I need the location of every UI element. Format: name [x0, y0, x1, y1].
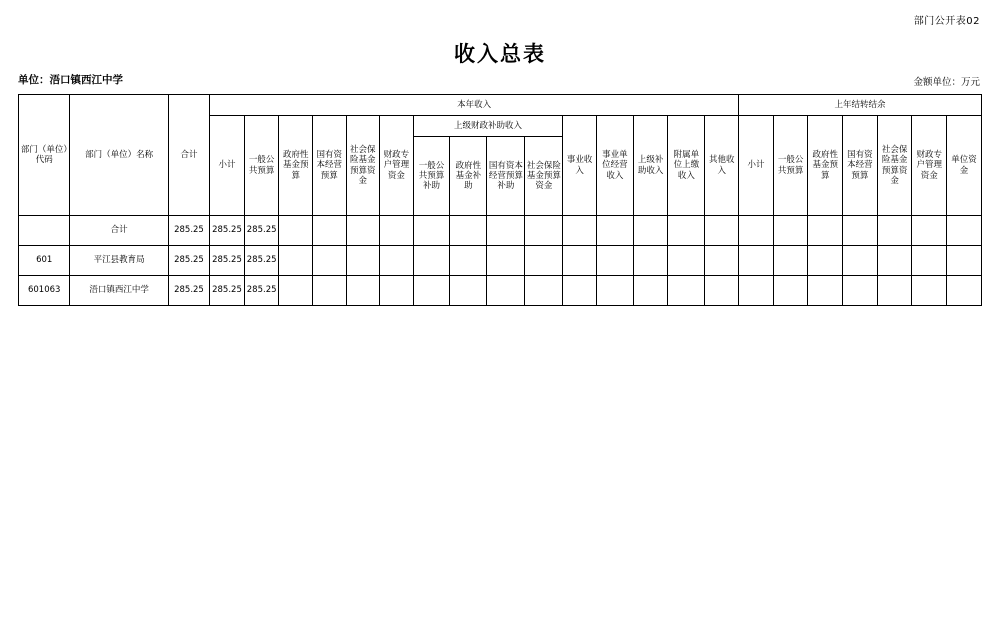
cell-dept-name: 平江县教育局 — [70, 246, 168, 276]
cell-cy-social — [346, 276, 380, 306]
cell-sup-social — [525, 216, 563, 246]
cell-co-fund — [808, 246, 843, 276]
cell-other — [705, 276, 739, 306]
th-co-social-insurance: 社会保险基金预算资金 — [877, 116, 912, 216]
th-sup-gov-fund-subsidy: 政府性基金补助 — [450, 137, 487, 216]
cell-cy-subtotal: 285.25 — [210, 216, 245, 246]
cell-co-subtotal — [739, 276, 774, 306]
cell-cy-general: 285.25 — [244, 216, 279, 246]
cell-affiliated — [668, 276, 705, 306]
cell-co-fund — [808, 216, 843, 246]
th-total: 合计 — [168, 95, 209, 216]
cell-sup-soe — [487, 246, 525, 276]
cell-cy-fund — [279, 246, 313, 276]
th-cy-subtotal: 小计 — [210, 116, 245, 216]
cell-business-op — [596, 246, 633, 276]
cell-cy-general: 285.25 — [244, 246, 279, 276]
cell-business — [563, 276, 597, 306]
cell-cy-special — [380, 246, 414, 276]
cell-cy-soe — [313, 216, 347, 246]
th-co-unit-funds: 单位资金 — [947, 116, 982, 216]
table-body — [19, 216, 982, 306]
cell-co-social — [877, 276, 912, 306]
cell-co-unit — [947, 246, 982, 276]
cell-total: 285.25 — [168, 276, 209, 306]
cell-co-unit — [947, 276, 982, 306]
cell-cy-fund — [279, 276, 313, 306]
th-business-operating-income: 事业单位经营收入 — [596, 116, 633, 216]
cell-sup-soe — [487, 216, 525, 246]
th-affiliated-remittance-income: 附属单位上缴收入 — [668, 116, 705, 216]
cell-cy-soe — [313, 246, 347, 276]
th-cy-gov-fund-budget: 政府性基金预算 — [279, 116, 313, 216]
th-dept-name: 部门（单位）名称 — [70, 95, 168, 216]
th-cy-general-budget: 一般公共预算 — [244, 116, 279, 216]
th-group-superior-subsidy: 上级财政补助收入 — [413, 116, 563, 137]
page-title: 收入总表 — [454, 41, 546, 66]
cell-cy-subtotal: 285.25 — [210, 276, 245, 306]
form-code-label: 部门公开表02 — [913, 16, 980, 27]
th-sup-social-insurance-funds: 社会保险基金预算资金 — [525, 137, 563, 216]
cell-co-special — [912, 276, 947, 306]
cell-co-subtotal — [739, 216, 774, 246]
amount-unit-label: 金额单位：万元 — [913, 77, 980, 88]
cell-co-soe — [843, 276, 878, 306]
th-cy-social-insurance: 社会保险基金预算资金 — [346, 116, 380, 216]
th-co-special-account: 财政专户管理资金 — [912, 116, 947, 216]
cell-affiliated — [668, 246, 705, 276]
table-row — [19, 246, 982, 276]
cell-co-general — [773, 276, 808, 306]
th-dept-code: 部门（单位）代码 — [19, 95, 70, 216]
cell-dept-name: 合计 — [70, 216, 168, 246]
th-sup-general-budget-subsidy: 一般公共预算补助 — [413, 137, 450, 216]
cell-dept-code: 601 — [19, 246, 70, 276]
cell-dept-name: 浯口镇西江中学 — [70, 276, 168, 306]
cell-business-op — [596, 216, 633, 246]
cell-superior — [633, 246, 668, 276]
cell-co-soe — [843, 216, 878, 246]
cell-cy-social — [346, 216, 380, 246]
cell-sup-fund — [450, 276, 487, 306]
cell-sup-general — [413, 276, 450, 306]
th-cy-soe-budget: 国有资本经营预算 — [313, 116, 347, 216]
cell-total: 285.25 — [168, 246, 209, 276]
th-sup-soe-budget-subsidy: 国有资本经营预算补助 — [487, 137, 525, 216]
cell-superior — [633, 216, 668, 246]
cell-co-soe — [843, 246, 878, 276]
cell-other — [705, 246, 739, 276]
cell-sup-social — [525, 246, 563, 276]
table-row — [19, 276, 982, 306]
cell-business-op — [596, 276, 633, 306]
cell-superior — [633, 276, 668, 306]
cell-co-special — [912, 246, 947, 276]
th-co-subtotal: 小计 — [739, 116, 774, 216]
th-other-income: 其他收入 — [705, 116, 739, 216]
cell-cy-special — [380, 216, 414, 246]
th-superior-subsidy-income: 上级补助收入 — [633, 116, 668, 216]
cell-co-subtotal — [739, 246, 774, 276]
cell-sup-fund — [450, 246, 487, 276]
th-business-income: 事业收入 — [563, 116, 597, 216]
cell-co-social — [877, 216, 912, 246]
cell-co-fund — [808, 276, 843, 306]
th-group-current-year: 本年收入 — [210, 95, 739, 116]
cell-sup-general — [413, 216, 450, 246]
cell-co-social — [877, 246, 912, 276]
cell-dept-code: 601063 — [19, 276, 70, 306]
th-cy-special-account: 财政专户管理资金 — [380, 116, 414, 216]
cell-cy-special — [380, 276, 414, 306]
th-co-soe-budget: 国有资本经营预算 — [843, 116, 878, 216]
cell-dept-code — [19, 216, 70, 246]
cell-other — [705, 216, 739, 246]
cell-cy-social — [346, 246, 380, 276]
cell-co-general — [773, 216, 808, 246]
cell-business — [563, 216, 597, 246]
cell-co-general — [773, 246, 808, 276]
table-row — [19, 216, 982, 246]
cell-sup-soe — [487, 276, 525, 306]
unit-label: 单位：浯口镇西江中学 — [18, 74, 123, 86]
cell-sup-general — [413, 246, 450, 276]
income-summary-table — [18, 94, 982, 306]
th-co-gov-fund-budget: 政府性基金预算 — [808, 116, 843, 216]
cell-business — [563, 246, 597, 276]
th-group-carryover: 上年结转结余 — [739, 95, 982, 116]
cell-sup-social — [525, 276, 563, 306]
cell-cy-soe — [313, 276, 347, 306]
cell-sup-fund — [450, 216, 487, 246]
cell-co-unit — [947, 216, 982, 246]
th-co-general-budget: 一般公共预算 — [773, 116, 808, 216]
cell-co-special — [912, 216, 947, 246]
cell-affiliated — [668, 216, 705, 246]
cell-cy-fund — [279, 216, 313, 246]
cell-cy-subtotal: 285.25 — [210, 246, 245, 276]
cell-total: 285.25 — [168, 216, 209, 246]
cell-cy-general: 285.25 — [244, 276, 279, 306]
